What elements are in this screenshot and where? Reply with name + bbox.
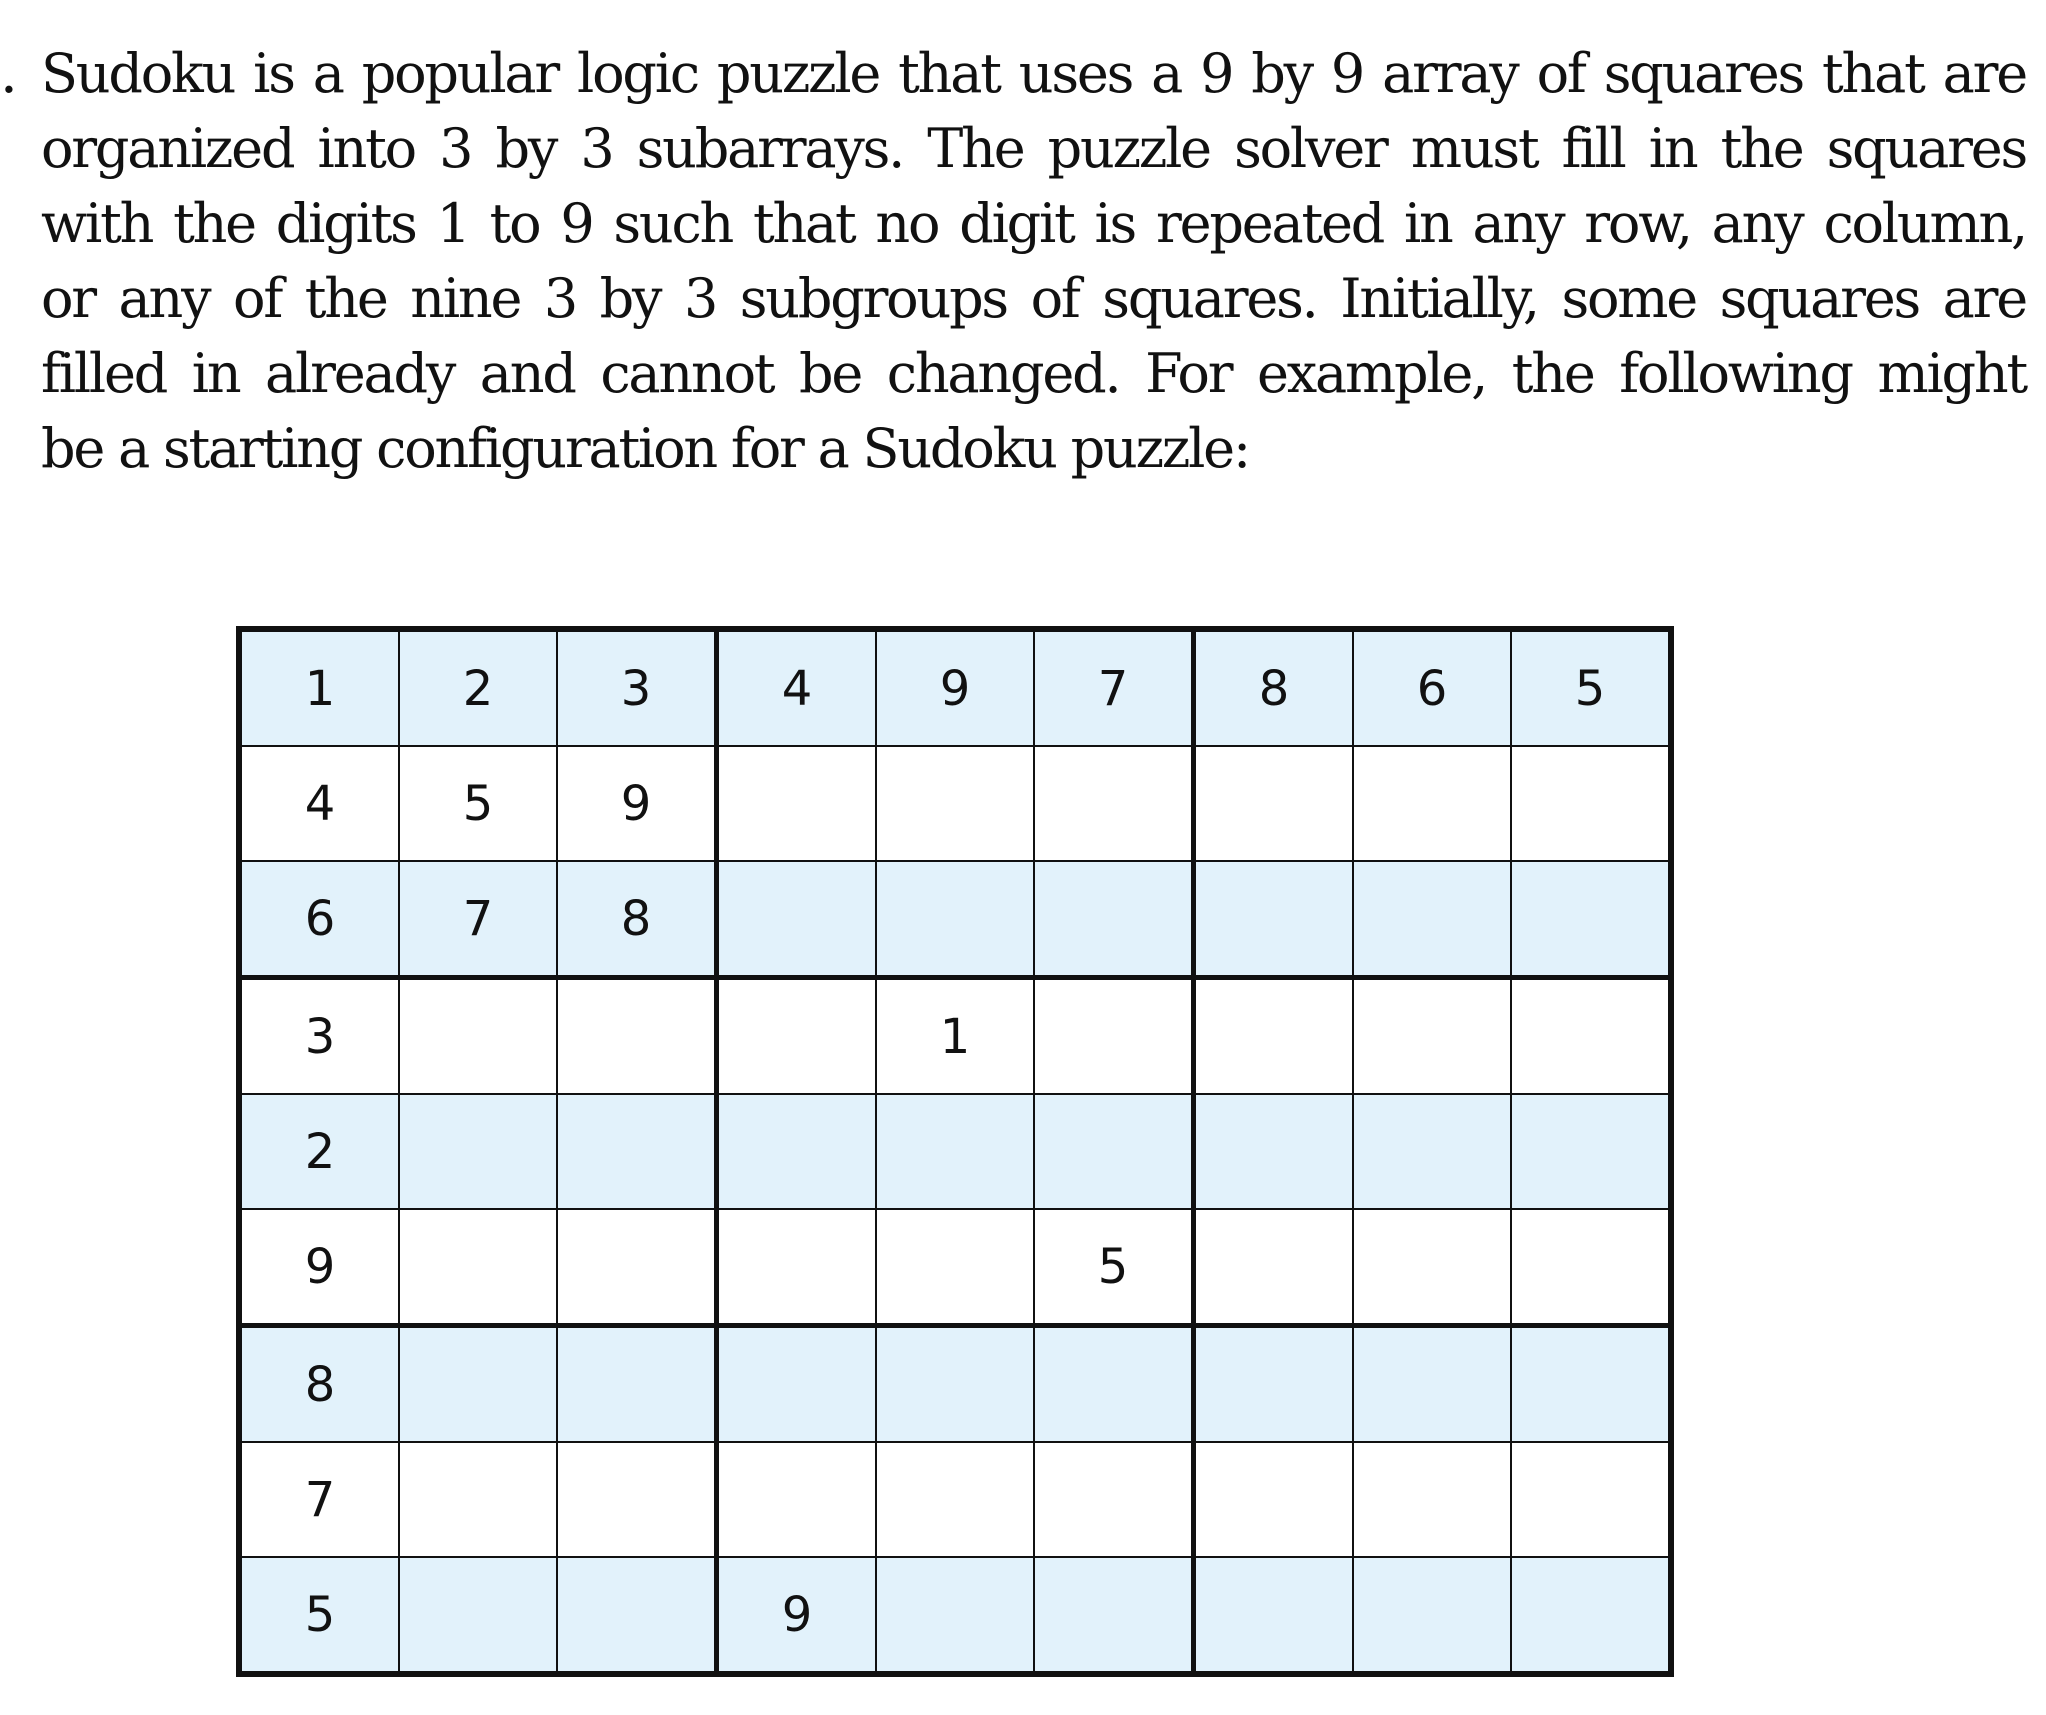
sudoku-cell <box>717 1094 877 1209</box>
problem-paragraph <box>41 36 2026 486</box>
sudoku-cell <box>1034 861 1194 978</box>
sudoku-cell: 5 <box>1034 1209 1194 1326</box>
sudoku-cell: 7 <box>399 861 557 978</box>
sudoku-cell: 8 <box>1194 629 1354 746</box>
sudoku-cell <box>717 861 877 978</box>
sudoku-cell: 8 <box>239 1326 399 1443</box>
sudoku-cell: 2 <box>239 1094 399 1209</box>
paragraph-line: filled in already and cannot be changed. For example, the following might <box>41 342 2026 405</box>
sudoku-cell <box>399 1442 557 1557</box>
sudoku-cell <box>1511 861 1671 978</box>
sudoku-grid-container <box>236 626 1674 1677</box>
sudoku-cell: 5 <box>1511 629 1671 746</box>
sudoku-cell: 9 <box>557 746 717 861</box>
sudoku-cell <box>876 861 1034 978</box>
sudoku-row <box>239 746 1671 861</box>
sudoku-cell <box>1034 1094 1194 1209</box>
sudoku-cell <box>1353 861 1511 978</box>
sudoku-cell <box>876 1442 1034 1557</box>
sudoku-cell: 2 <box>399 629 557 746</box>
sudoku-cell <box>1511 1557 1671 1674</box>
sudoku-cell <box>717 978 877 1095</box>
sudoku-cell <box>717 1209 877 1326</box>
sudoku-cell: 5 <box>239 1557 399 1674</box>
sudoku-cell: 9 <box>239 1209 399 1326</box>
sudoku-cell: 4 <box>239 746 399 861</box>
sudoku-cell: 6 <box>239 861 399 978</box>
sudoku-cell <box>1511 1209 1671 1326</box>
sudoku-cell: 9 <box>876 629 1034 746</box>
sudoku-cell <box>557 978 717 1095</box>
sudoku-row <box>239 1557 1671 1674</box>
sudoku-cell <box>399 978 557 1095</box>
sudoku-row <box>239 1094 1671 1209</box>
sudoku-cell <box>1511 1326 1671 1443</box>
sudoku-cell: 9 <box>717 1557 877 1674</box>
sudoku-cell: 7 <box>239 1442 399 1557</box>
sudoku-cell <box>1034 746 1194 861</box>
sudoku-cell <box>1353 1209 1511 1326</box>
sudoku-cell <box>557 1326 717 1443</box>
sudoku-cell <box>876 1326 1034 1443</box>
sudoku-cell <box>876 746 1034 861</box>
sudoku-cell <box>876 1557 1034 1674</box>
sudoku-cell: 5 <box>399 746 557 861</box>
paragraph-line: with the digits 1 to 9 such that no digit is repeated in any row, any column, <box>41 192 2026 255</box>
sudoku-cell <box>1353 978 1511 1095</box>
sudoku-cell <box>399 1209 557 1326</box>
sudoku-cell: 3 <box>239 978 399 1095</box>
sudoku-cell: 1 <box>239 629 399 746</box>
sudoku-row <box>239 1209 1671 1326</box>
sudoku-cell <box>1194 1442 1354 1557</box>
sudoku-cell <box>557 1209 717 1326</box>
sudoku-cell <box>1353 746 1511 861</box>
sudoku-row <box>239 861 1671 978</box>
sudoku-cell: 7 <box>1034 629 1194 746</box>
sudoku-cell <box>557 1557 717 1674</box>
sudoku-cell <box>876 1209 1034 1326</box>
sudoku-row <box>239 978 1671 1095</box>
sudoku-cell <box>1194 1557 1354 1674</box>
sudoku-cell <box>1194 861 1354 978</box>
sudoku-cell <box>399 1326 557 1443</box>
sudoku-cell <box>876 1094 1034 1209</box>
sudoku-cell <box>717 1442 877 1557</box>
sudoku-cell <box>399 1557 557 1674</box>
sudoku-cell: 3 <box>557 629 717 746</box>
sudoku-cell <box>1511 1094 1671 1209</box>
sudoku-cell <box>557 1442 717 1557</box>
sudoku-cell <box>1034 1326 1194 1443</box>
sudoku-cell <box>1511 1442 1671 1557</box>
sudoku-cell <box>1353 1442 1511 1557</box>
sudoku-cell <box>1511 978 1671 1095</box>
sudoku-cell <box>1353 1094 1511 1209</box>
sudoku-cell: 8 <box>557 861 717 978</box>
paragraph-line: or any of the nine 3 by 3 subgroups of squares. Initially, some squares are <box>41 267 2026 330</box>
sudoku-cell <box>1353 1326 1511 1443</box>
sudoku-row <box>239 1326 1671 1443</box>
paragraph-line: organized into 3 by 3 subarrays. The puzzle solver must fill in the squares <box>41 117 2026 180</box>
sudoku-cell <box>1034 1442 1194 1557</box>
sudoku-cell: 6 <box>1353 629 1511 746</box>
sudoku-cell <box>1034 978 1194 1095</box>
sudoku-cell <box>1353 1557 1511 1674</box>
sudoku-cell <box>717 746 877 861</box>
sudoku-cell <box>1194 1326 1354 1443</box>
sudoku-row <box>239 1442 1671 1557</box>
sudoku-cell <box>1194 978 1354 1095</box>
sudoku-cell <box>1194 746 1354 861</box>
sudoku-row <box>239 629 1671 746</box>
sudoku-cell <box>1511 746 1671 861</box>
list-bullet: . <box>0 41 18 106</box>
sudoku-cell <box>399 1094 557 1209</box>
sudoku-cell <box>1194 1094 1354 1209</box>
sudoku-grid <box>236 626 1674 1677</box>
sudoku-cell <box>1034 1557 1194 1674</box>
paragraph-line: be a starting configuration for a Sudoku puzzle: <box>41 417 1249 480</box>
sudoku-cell <box>717 1326 877 1443</box>
sudoku-cell <box>1194 1209 1354 1326</box>
sudoku-cell <box>557 1094 717 1209</box>
sudoku-cell: 1 <box>876 978 1034 1095</box>
sudoku-cell: 4 <box>717 629 877 746</box>
paragraph-line: Sudoku is a popular logic puzzle that uses a 9 by 9 array of squares that are <box>41 42 2026 105</box>
